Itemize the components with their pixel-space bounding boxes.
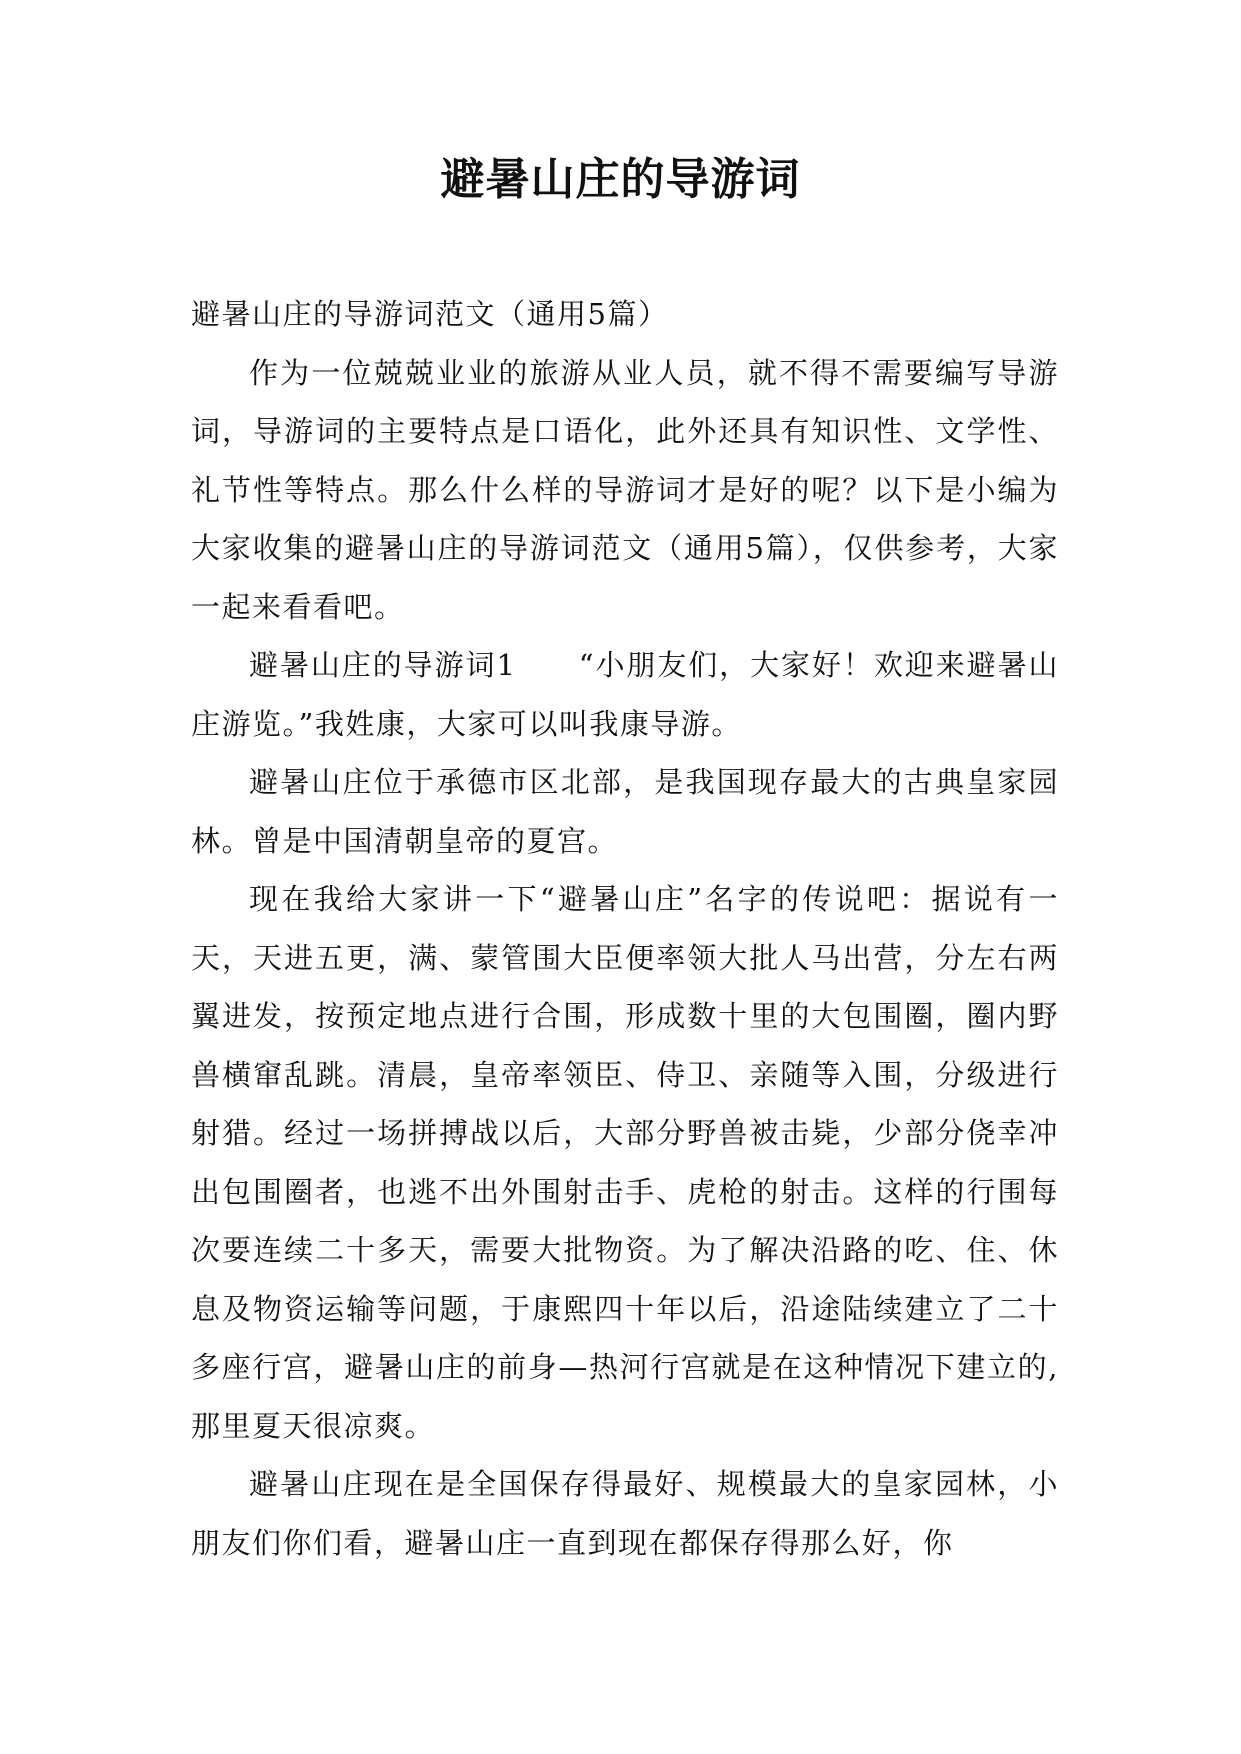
paragraph-intro: 作为一位兢兢业业的旅游从业人员，就不得不需要编写导游词，导游词的主要特点是口语化，此外还具有知识性、文学性、礼节性等特点。那么什么样的导游词才是好的呢？以下是小编为大家收集的避暑山庄的导游词范文（通用5篇），仅供参考，大家一起来看看吧。 bbox=[191, 355, 1059, 624]
document-body bbox=[191, 285, 1059, 1572]
paragraph-greeting: 避暑山庄的导游词1 “小朋友们，大家好！欢迎来避暑山庄游览。”我姓康，大家可以叫我康导游。 bbox=[191, 648, 1059, 741]
document-title: 避暑山庄的导游词 bbox=[440, 154, 801, 205]
document-subtitle: 避暑山庄的导游词范文（通用5篇） bbox=[191, 297, 669, 331]
paragraph-location: 避暑山庄位于承德市区北部，是我国现存最大的古典皇家园林。曾是中国清朝皇帝的夏宫。 bbox=[191, 765, 1059, 858]
paragraph-legend: 现在我给大家讲一下“避暑山庄”名字的传说吧：据说有一天，天进五更，满、蒙管围大臣便率领大批人马出营，分左右两翼进发，按预定地点进行合围，形成数十里的大包围圈，圈内野兽横窜乱跳。清晨，皇帝率领臣、侍卫、亲随等入围，分级进行射猎。经过一场拼搏战以后，大部分野兽被击毙，少部分侥幸冲出包围圈者，也逃不出外围射击手、虎枪的射击。这样的行围每次要连续二十多天，需要大批物资。为了解决沿路的吃、住、休息及物资运输等问题，于康熙四十年以后，沿途陆续建立了二十多座行宫，避暑山庄的前身—热河行宫就是在这种情况下建立的,那里夏天很凉爽。 bbox=[191, 882, 1059, 1443]
paragraph-preservation: 避暑山庄现在是全国保存得最好、规模最大的皇家园林，小朋友们你们看，避暑山庄一直到现在都保存得那么好，你 bbox=[191, 1467, 1059, 1560]
